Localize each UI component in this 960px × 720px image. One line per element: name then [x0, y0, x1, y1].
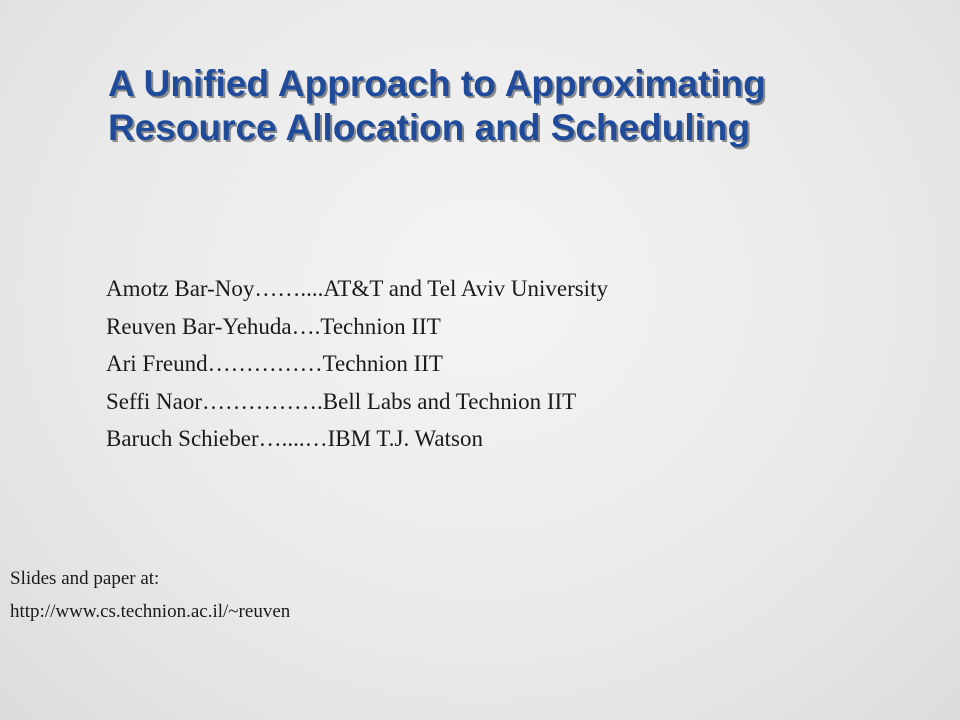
slide-title: [108, 62, 928, 150]
author-item: Reuven Bar-Yehuda….Technion IIT: [106, 313, 441, 339]
footer-url: http://www.cs.technion.ac.il/~reuven: [10, 601, 291, 622]
author-item: Amotz Bar-Noy……....AT&T and Tel Aviv University: [106, 276, 608, 301]
footer: [10, 562, 290, 628]
author-item: Ari Freund……………Technion IIT: [106, 351, 443, 376]
author-item: Baruch Schieber…....…IBM T.J. Watson: [106, 426, 483, 451]
author-item: Seffi Naor…………….Bell Labs and Technion IIT: [106, 388, 577, 414]
slide-title-line-1: A Unified Approach to Approximating: [108, 63, 766, 104]
slide-title-line-2: Resource Allocation and Scheduling: [108, 107, 751, 148]
footer-label: Slides and paper at:: [10, 568, 160, 589]
author-list: [106, 270, 608, 458]
